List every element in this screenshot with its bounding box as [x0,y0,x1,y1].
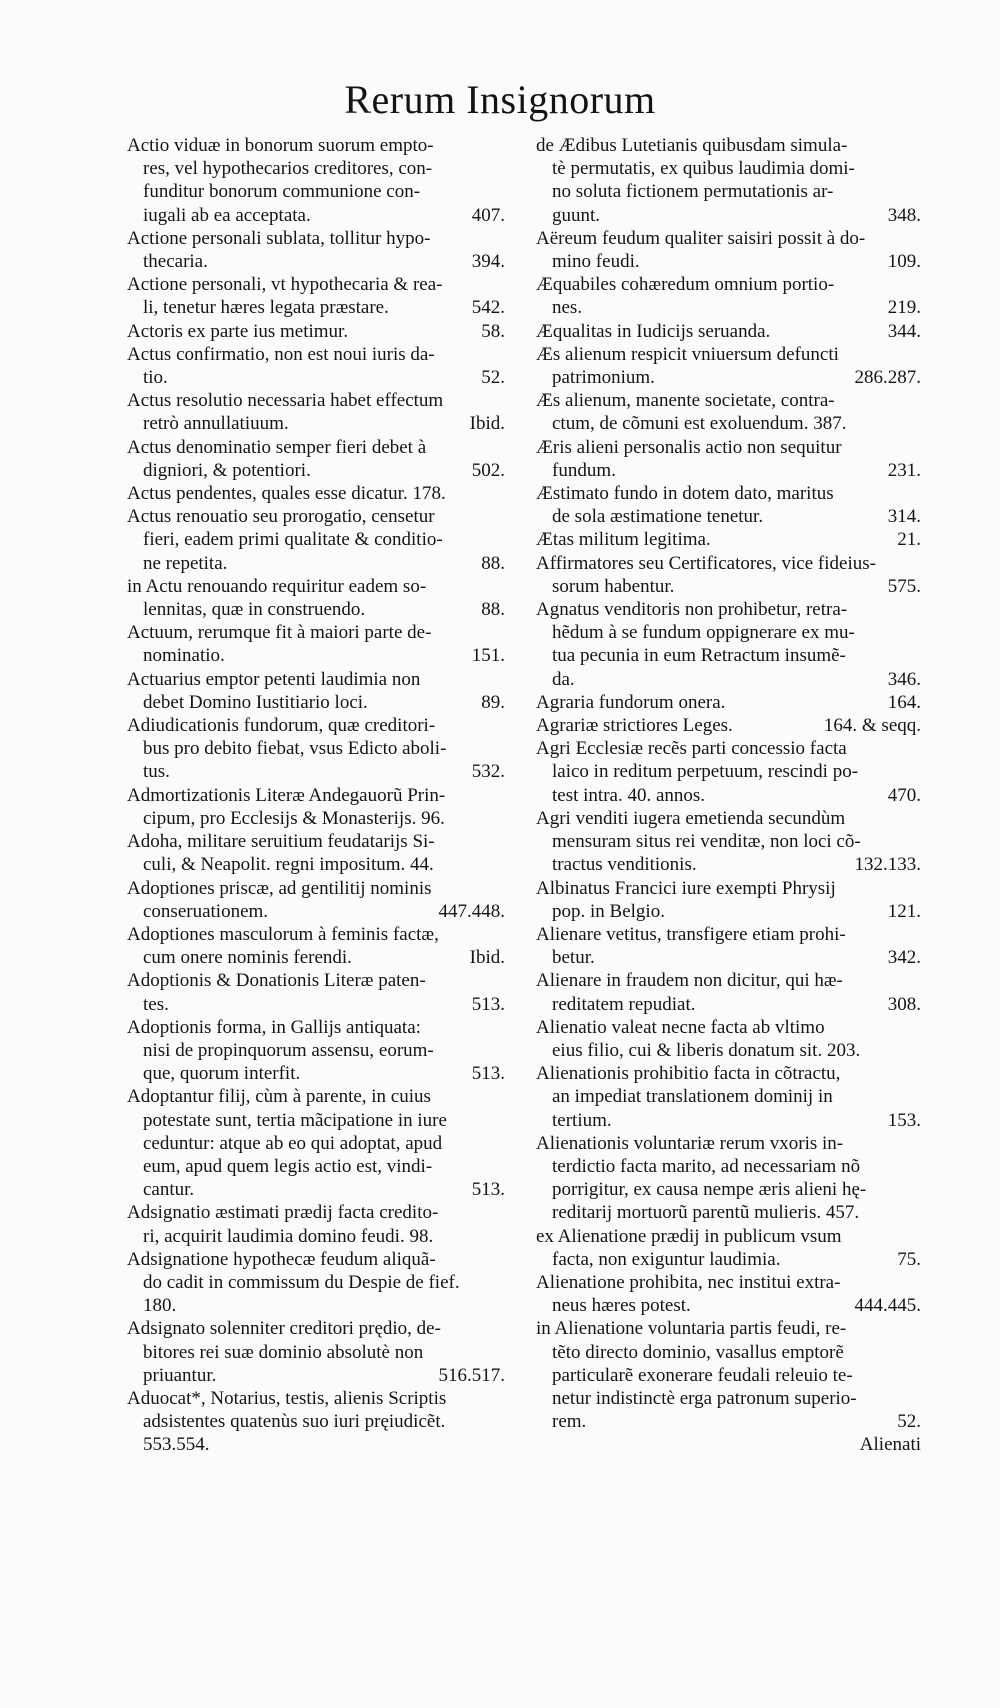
index-entry [127,273,505,319]
page-reference: 21. [897,529,921,551]
page-reference: 153. [887,1109,921,1131]
index-entry-line: 180. [143,1295,177,1317]
entry-text: digniori, & potentiori. [143,459,311,481]
entry-text: betur. [552,947,595,969]
page-reference: 88. [481,552,505,574]
page-reference: 314. [887,506,921,528]
index-entry [536,389,921,435]
index-entry-line: nisi de propinquorum assensu, eorum- [143,1039,434,1061]
index-entry-line: Actus pendentes, quales esse dicatur. 178. [127,483,446,505]
entry-text: facta, non exiguntur laudimia. [552,1248,781,1270]
index-entry-line: terdictio facta marito, ad necessariam nõ [552,1155,861,1177]
page-reference: 151. [471,645,505,667]
entry-text: guunt. [552,204,601,226]
index-entry-line: netur indistinctè erga patronum superio- [552,1387,857,1409]
entry-text: tertium. [552,1109,612,1131]
index-entry-line: porrigitur, ex causa nempe æris alieni hę- [552,1179,867,1201]
page-reference: 75. [897,1248,921,1270]
entry-text: reditatem repudiat. [552,993,696,1015]
index-entry-line [127,691,505,714]
index-entry-line [536,668,921,691]
index-entry [536,807,921,877]
catchword: Alienati [859,1434,921,1456]
index-entry-line: fieri, eadem primi qualitate & conditio- [143,529,443,551]
index-entry-line: Æris alieni personalis actio non sequitur [536,436,842,458]
index-entry-line [127,250,505,273]
page-reference: Ibid. [469,413,505,435]
index-entry-line: an impediat translationem dominij in [552,1086,833,1108]
entry-text: test intra. 40. annos. [552,784,706,806]
page-reference: 164. & seqq. [823,715,921,737]
page-reference: 502. [471,459,505,481]
index-entry [127,1248,505,1318]
entry-text: cantur. [143,1179,195,1201]
index-entry-line: Æquabiles cohæredum omnium portio- [536,274,835,296]
index-entry [536,1225,921,1271]
page-reference: 109. [887,251,921,273]
index-entry [536,436,921,482]
index-entry-line: eius filio, cui & liberis donatum sit. 203. [552,1039,861,1061]
page-reference: 407. [471,204,505,226]
index-entry [127,505,505,575]
entry-text: neus hæres potest. [552,1295,691,1317]
entry-text: fundum. [552,459,616,481]
page-reference: 575. [887,575,921,597]
index-entry-line [127,760,505,783]
page-reference: 513. [471,993,505,1015]
index-entry-line: Agnatus venditoris non prohibetur, retra- [536,599,848,621]
index-entry [127,830,505,876]
index-entry [127,923,505,969]
entry-text: Agrariæ strictiores Leges. [536,715,733,737]
page-reference: 516.517. [438,1364,505,1386]
index-entry-line: tè permutatis, ex quibus laudimia domi- [552,158,855,180]
index-entry-line [127,459,505,482]
index-entry [127,1201,505,1247]
index-entry [536,737,921,807]
page-reference: 344. [887,320,921,342]
index-entry-line: funditur bonorum communione con- [143,181,421,203]
index-entry-line: Adoha, militare seruitium feudatarijs Si- [127,831,435,853]
entry-text: de sola æstimatione tenetur. [552,506,764,528]
entry-text: conseruationem. [143,900,269,922]
index-entry [536,320,921,343]
entry-text: priuantur. [143,1364,217,1386]
index-entry [127,389,505,435]
index-entry-line: Actus denominatio semper fieri debet à [127,436,427,458]
index-entry-line [127,1178,505,1201]
index-entry [127,1016,505,1086]
index-entry [536,1016,921,1062]
index-entry-line [127,412,505,435]
index-entry-line [536,250,921,273]
index-entry-line [536,900,921,923]
index-entry-line [127,552,505,575]
index-entry-line: Agri Ecclesiæ recẽs parti concessio facta [536,738,847,760]
index-entry-line: Albinatus Francici iure exempti Phrysij [536,877,836,899]
index-entry [127,784,505,830]
index-entry-line: Alienare in fraudem non dicitur, qui hæ- [536,970,843,992]
index-entry [536,343,921,389]
index-entry-line: Adoptiones masculorum à feminis factæ, [127,923,439,945]
index-entry-line: Affirmatores seu Certificatores, vice fideius- [536,552,876,574]
index-entry-line [536,714,921,737]
index-entry-line: Actus resolutio necessaria habet effectum [127,390,444,412]
entry-text: Æqualitas in Iudicijs seruanda. [536,320,771,342]
page-reference: Ibid. [469,947,505,969]
entry-text: sorum habentur. [552,575,675,597]
index-entry [127,1317,505,1387]
index-entry [536,714,921,737]
entry-text: cum onere nominis ferendi. [143,947,352,969]
page-reference: 58. [481,320,505,342]
index-entry-line [127,1364,505,1387]
index-entry-line: no soluta fictionem permutationis ar- [552,181,834,203]
index-entry [536,273,921,319]
index-entry-line [127,204,505,227]
entry-text: tractus venditionis. [552,854,697,876]
index-entry-line: tua pecunia in eum Retractum insumẽ- [552,645,846,667]
index-entry-line: ri, acquirit laudimia domino feudi. 98. [143,1225,434,1247]
index-entry-line [536,204,921,227]
index-entry-line: tẽto directo dominio, vasallus emptorẽ [552,1341,844,1363]
index-column-left [127,134,505,1457]
index-entry-line: Adoptionis forma, in Gallijs antiquata: [127,1016,421,1038]
page-reference: 52. [481,367,505,389]
index-entry-line: laico in reditum perpetuum, rescindi po- [552,761,859,783]
index-entry-line: de Ædibus Lutetianis quibusdam simula- [536,135,848,156]
index-entry [536,691,921,714]
index-entry-line [536,853,921,876]
entry-text: iugali ab ea acceptata. [143,204,311,226]
index-entry [536,134,921,227]
index-entry-line: ex Alienatione prædij in publicum vsum [536,1225,842,1247]
index-entry [127,969,505,1015]
index-entry-line: Actuarius emptor petenti laudimia non [127,668,421,690]
index-entry-line: reditarij mortuorũ parentũ mulieris. 457. [552,1202,860,1224]
entry-text: que, quorum interfit. [143,1063,301,1085]
index-entry-line: Adsignato solenniter creditori prędio, de- [127,1318,441,1340]
index-entry-line [536,320,921,343]
page-reference: 89. [481,691,505,713]
page-reference: 132.133. [854,854,921,876]
index-entry-line: Actuum, rerumque fit à maiori parte de- [127,622,432,644]
index-entry [127,575,505,621]
page-reference: 52. [897,1411,921,1433]
index-entry-line: res, vel hypothecarios creditores, con- [143,158,433,180]
index-entry-line: Aëreum feudum qualiter saisiri possit à do- [536,227,866,249]
index-entry-line [536,296,921,319]
index-entry-line [536,528,921,551]
page-reference: 88. [481,599,505,621]
index-entry [536,598,921,691]
entry-text: da. [552,668,575,690]
page-reference: 231. [887,459,921,481]
index-entry-line [536,1410,921,1433]
index-entry-line [536,691,921,714]
index-entry-line [536,366,921,389]
entry-text: tio. [143,367,168,389]
page-reference: 346. [887,668,921,690]
index-entry [127,1387,505,1457]
page-reference: 348. [887,204,921,226]
index-entry [127,227,505,273]
index-entry-line: Agri venditi iugera emetienda secundùm [536,807,846,829]
index-entry [127,877,505,923]
index-entry-line: particularẽ exonerare feudali releuio te- [552,1364,853,1386]
index-entry-line: potestate sunt, tertia mãcipatione in iure [143,1109,447,1131]
index-entry-line: Æstimato fundo in dotem dato, maritus [536,483,834,505]
entry-text: debet Domino Iustitiario loci. [143,691,368,713]
index-entry [127,134,505,227]
index-entry-line: adsistentes quatenùs suo iuri pręiudicẽt. [143,1411,446,1433]
page-reference: 308. [887,993,921,1015]
index-entry-line: cipum, pro Ecclesijs & Monasterijs. 96. [143,807,445,829]
index-entry-line: Actus confirmatio, non est noui iuris da- [127,343,435,365]
index-entry-line: bitores rei suæ dominio absolutè non [143,1341,424,1363]
index-entry [536,1062,921,1132]
index-entry-line [127,644,505,667]
page-title: Rerum Insignorum [344,77,656,122]
page-reference: 121. [887,900,921,922]
index-entry-line: Alienationis voluntariæ rerum vxoris in- [536,1132,844,1154]
index-entry-line: Alienatione prohibita, nec institui extra- [536,1271,841,1293]
entry-text: retrò annullatiuum. [143,413,289,435]
index-entry-line: ctum, de cõmuni est exoluendum. 387. [552,413,847,435]
entry-text: patrimonium. [552,367,655,389]
index-entry-line: Alienatio valeat necne facta ab vltimo [536,1016,825,1038]
index-entry-line: Adoptionis & Donationis Literæ paten- [127,970,426,992]
index-entry-line [536,459,921,482]
index-entry-line [127,993,505,1016]
index-entry [536,1271,921,1317]
index-entry-line [127,296,505,319]
index-entry-line: 553.554. [143,1434,210,1456]
index-entry-line: do cadit in commissum du Despie de fief. [143,1271,460,1293]
index-entry [536,1132,921,1225]
page-reference: 219. [887,297,921,319]
index-entry [127,668,505,714]
index-entry-line: Alienationis prohibitio facta in cõtractu, [536,1063,841,1085]
index-entry-line [127,1062,505,1085]
index-entry-line: Adsignatione hypothecæ feudum aliquã- [127,1248,436,1270]
index-entry-line [536,505,921,528]
entry-text: tus. [143,761,170,783]
index-entry-line: eum, apud quem legis actio est, vindi- [143,1155,433,1177]
page-reference: 342. [887,947,921,969]
index-entry [536,552,921,598]
index-entry-line: in Alienatione voluntaria partis feudi, re- [536,1318,847,1340]
index-entry-line [127,320,505,343]
entry-text: lennitas, quæ in construendo. [143,599,366,621]
index-entry-line: Adsignatio æstimati prædij facta credito- [127,1202,439,1224]
index-entry [536,482,921,528]
page-reference: 513. [471,1179,505,1201]
index-entry-line: Admortizationis Literæ Andegauorũ Prin- [127,784,446,806]
index-entry [127,1085,505,1201]
index-entry-line: Alienare vetitus, transfigere etiam prohi- [536,923,846,945]
entry-text: rem. [552,1411,587,1433]
index-entry-line: Adoptantur filij, cùm à parente, in cuius [127,1086,431,1108]
entry-text: Ætas militum legitima. [536,529,711,551]
index-entry-line: Actione personali sublata, tollitur hypo- [127,227,431,249]
page-reference: 542. [471,297,505,319]
index-entry [127,714,505,784]
index-entry-line: hẽdum à se fundum oppignerare ex mu- [552,622,855,644]
index-entry [536,528,921,551]
entry-text: thecaria. [143,251,208,273]
entry-text: nes. [552,297,583,319]
entry-text: li, tenetur hæres legata præstare. [143,297,389,319]
entry-text: ne repetita. [143,552,228,574]
page-reference: 286.287. [854,367,921,389]
index-entry-line [536,1109,921,1132]
entry-text: Agraria fundorum onera. [536,691,726,713]
index-entry-line: Æs alienum, manente societate, contra- [536,390,835,412]
index-entry-line: bus pro debito fiebat, vsus Edicto aboli- [143,738,447,760]
index-entry-line: Adiudicationis fundorum, quæ creditori- [127,715,436,737]
index-entry-line: ceduntur: atque ab eo qui adoptat, apud [143,1132,443,1154]
index-entry-line: in Actu renouando requiritur eadem so- [127,575,427,597]
index-entry-line: Æs alienum respicit vniuersum defuncti [536,343,839,365]
index-entry [127,482,505,505]
index-entry-line [536,1248,921,1271]
index-entry-line [536,575,921,598]
index-entry-line: Actio viduæ in bonorum suorum empto- [127,135,434,156]
index-entry [127,343,505,389]
index-entry [536,923,921,969]
index-entry [127,436,505,482]
index-entry [536,227,921,273]
page-reference: 447.448. [438,900,505,922]
index-entry-line [536,1294,921,1317]
index-entry-line [536,946,921,969]
index-entry-line [127,900,505,923]
entry-text: nominatio. [143,645,225,667]
index-entry [536,969,921,1015]
index-entry-line: Actus renouatio seu prorogatio, censetur [127,506,435,528]
page-reference: 513. [471,1063,505,1085]
index-entry-line [127,946,505,969]
entry-text: tes. [143,993,169,1015]
page-reference: 470. [887,784,921,806]
index-entry [536,877,921,923]
index-entry-line: mensuram situs rei venditæ, non loci cõ- [552,831,861,853]
entry-text: mino feudi. [552,251,640,273]
index-entry [127,320,505,343]
entry-text: Actoris ex parte ius metimur. [127,320,349,342]
index-entry-line: culi, & Neapolit. regni impositum. 44. [143,854,434,876]
page-reference: 444.445. [854,1295,921,1317]
index-column-right [536,134,921,1457]
index-entry-line [127,598,505,621]
page-reference: 394. [471,251,505,273]
index-entry-line [536,784,921,807]
index-entry-line [536,993,921,1016]
index-entry-line [127,366,505,389]
index-entry-line: Aduocat*, Notarius, testis, alienis Scriptis [127,1387,447,1409]
index-entry [127,621,505,667]
index-entry-line: Actione personali, vt hypothecaria & rea- [127,274,443,296]
index-entry [536,1317,921,1433]
page-reference: 532. [471,761,505,783]
page-reference: 164. [887,691,921,713]
entry-text: pop. in Belgio. [552,900,665,922]
index-entry-line: Adoptiones priscæ, ad gentilitij nominis [127,877,432,899]
